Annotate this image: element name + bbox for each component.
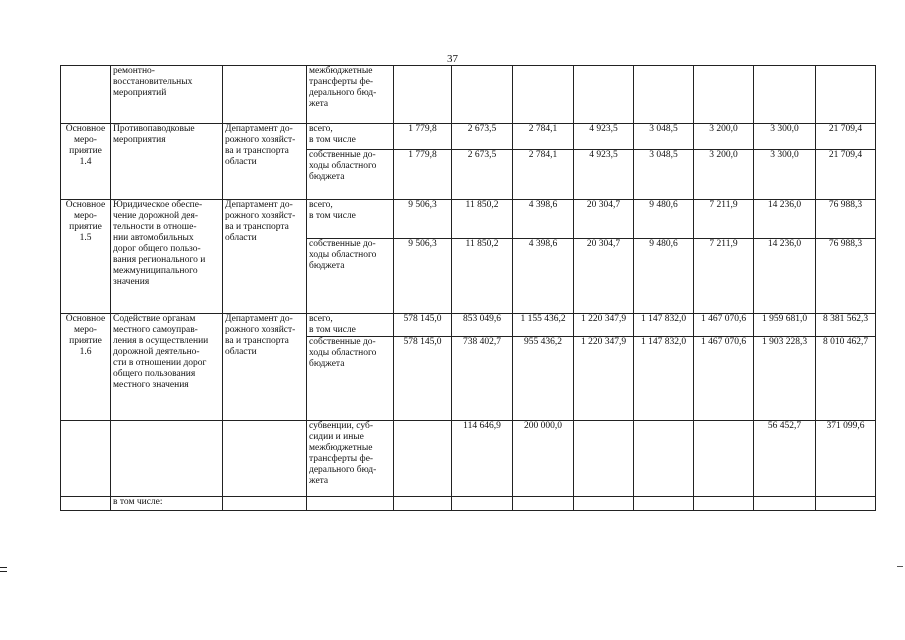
value-cell bbox=[574, 66, 634, 124]
value-cell bbox=[634, 421, 694, 497]
value-cell: 2 784,1 bbox=[513, 124, 574, 150]
value-cell: 20 304,7 bbox=[574, 200, 634, 239]
table-row bbox=[61, 200, 876, 239]
value-cell: 1 220 347,9 bbox=[574, 314, 634, 337]
scan-edge-mark bbox=[0, 567, 7, 572]
executor-cell: Департамент до- рожного хозяйст- ва и транспорта области bbox=[223, 124, 307, 200]
value-cell: 76 988,3 bbox=[816, 200, 876, 239]
event-title-cell bbox=[111, 421, 223, 497]
value-cell bbox=[694, 497, 754, 511]
budget-table bbox=[60, 65, 876, 511]
value-cell: 1 220 347,9 bbox=[574, 337, 634, 421]
page-number: 37 bbox=[447, 53, 458, 65]
value-cell bbox=[816, 497, 876, 511]
value-cell: 578 145,0 bbox=[394, 314, 452, 337]
value-cell: 3 200,0 bbox=[694, 124, 754, 150]
event-code-cell: Основное меро- приятие 1.5 bbox=[61, 200, 111, 314]
value-cell: 1 467 070,6 bbox=[694, 337, 754, 421]
funding-source-cell: всего, в том числе bbox=[307, 124, 394, 150]
value-cell: 11 850,2 bbox=[452, 200, 513, 239]
value-cell: 738 402,7 bbox=[452, 337, 513, 421]
executor-cell: Департамент до- рожного хозяйст- ва и транспорта области bbox=[223, 314, 307, 421]
value-cell bbox=[452, 497, 513, 511]
executor-cell bbox=[223, 66, 307, 124]
value-cell: 14 236,0 bbox=[754, 200, 816, 239]
table-row bbox=[61, 314, 876, 337]
event-code-cell bbox=[61, 497, 111, 511]
value-cell: 2 784,1 bbox=[513, 150, 574, 200]
value-cell bbox=[394, 66, 452, 124]
value-cell bbox=[694, 421, 754, 497]
value-cell: 4 923,5 bbox=[574, 124, 634, 150]
value-cell: 8 010 462,7 bbox=[816, 337, 876, 421]
funding-source-cell: всего, в том числе bbox=[307, 314, 394, 337]
value-cell bbox=[513, 497, 574, 511]
funding-source-cell bbox=[307, 497, 394, 511]
value-cell bbox=[574, 497, 634, 511]
value-cell: 21 709,4 bbox=[816, 124, 876, 150]
value-cell: 955 436,2 bbox=[513, 337, 574, 421]
value-cell: 8 381 562,3 bbox=[816, 314, 876, 337]
value-cell bbox=[513, 66, 574, 124]
value-cell: 1 779,8 bbox=[394, 124, 452, 150]
value-cell bbox=[634, 66, 694, 124]
value-cell: 9 480,6 bbox=[634, 239, 694, 314]
table-row bbox=[61, 124, 876, 150]
value-cell: 20 304,7 bbox=[574, 239, 634, 314]
value-cell: 1 155 436,2 bbox=[513, 314, 574, 337]
value-cell: 200 000,0 bbox=[513, 421, 574, 497]
value-cell: 7 211,9 bbox=[694, 200, 754, 239]
event-code-cell bbox=[61, 66, 111, 124]
value-cell: 56 452,7 bbox=[754, 421, 816, 497]
executor-cell bbox=[223, 421, 307, 497]
funding-source-cell: субвенции, суб- сидии и иные межбюджетные трансферты фе- дерального бюд- жета bbox=[307, 421, 394, 497]
value-cell: 4 398,6 bbox=[513, 200, 574, 239]
value-cell bbox=[754, 497, 816, 511]
value-cell: 1 959 681,0 bbox=[754, 314, 816, 337]
value-cell: 11 850,2 bbox=[452, 239, 513, 314]
event-code-cell bbox=[61, 421, 111, 497]
value-cell: 1 147 832,0 bbox=[634, 337, 694, 421]
value-cell bbox=[394, 421, 452, 497]
value-cell: 1 779,8 bbox=[394, 150, 452, 200]
value-cell: 9 480,6 bbox=[634, 200, 694, 239]
value-cell: 4 398,6 bbox=[513, 239, 574, 314]
value-cell bbox=[394, 497, 452, 511]
event-title-cell: ремонтно- восстановительных мероприятий bbox=[111, 66, 223, 124]
value-cell: 76 988,3 bbox=[816, 239, 876, 314]
event-title-cell: Противопаводковые мероприятия bbox=[111, 124, 223, 200]
value-cell bbox=[634, 497, 694, 511]
value-cell: 9 506,3 bbox=[394, 239, 452, 314]
event-title-cell: Содействие органам местного самоуправ- ления в осуществлении дорожной деятельно- сти в отношении дорог общего пользования местного значения bbox=[111, 314, 223, 421]
value-cell: 3 200,0 bbox=[694, 150, 754, 200]
value-cell: 1 147 832,0 bbox=[634, 314, 694, 337]
value-cell: 2 673,5 bbox=[452, 150, 513, 200]
value-cell: 14 236,0 bbox=[754, 239, 816, 314]
event-code-cell: Основное меро- приятие 1.4 bbox=[61, 124, 111, 200]
event-title-cell: в том числе: bbox=[111, 497, 223, 511]
value-cell: 1 903 228,3 bbox=[754, 337, 816, 421]
value-cell bbox=[694, 66, 754, 124]
funding-source-cell: всего, в том числе bbox=[307, 200, 394, 239]
value-cell: 9 506,3 bbox=[394, 200, 452, 239]
funding-source-cell: межбюджетные трансферты фе- дерального бюд- жета bbox=[307, 66, 394, 124]
table-row bbox=[61, 421, 876, 497]
value-cell bbox=[452, 66, 513, 124]
value-cell bbox=[816, 66, 876, 124]
value-cell: 1 467 070,6 bbox=[694, 314, 754, 337]
event-title-cell: Юридическое обеспе- чение дорожной дея- тельности в отноше- нии автомобильных дорог общего пользо- вания регионального и межмуниципального значения bbox=[111, 200, 223, 314]
table-row bbox=[61, 66, 876, 124]
executor-cell bbox=[223, 497, 307, 511]
event-code-cell: Основное меро- приятие 1.6 bbox=[61, 314, 111, 421]
value-cell: 114 646,9 bbox=[452, 421, 513, 497]
value-cell: 853 049,6 bbox=[452, 314, 513, 337]
value-cell: 21 709,4 bbox=[816, 150, 876, 200]
value-cell: 578 145,0 bbox=[394, 337, 452, 421]
value-cell bbox=[754, 66, 816, 124]
value-cell: 4 923,5 bbox=[574, 150, 634, 200]
value-cell: 3 300,0 bbox=[754, 124, 816, 150]
value-cell: 7 211,9 bbox=[694, 239, 754, 314]
funding-source-cell: собственные до- ходы областного бюджета bbox=[307, 239, 394, 314]
value-cell: 371 099,6 bbox=[816, 421, 876, 497]
value-cell: 3 048,5 bbox=[634, 150, 694, 200]
executor-cell: Департамент до- рожного хозяйст- ва и транспорта области bbox=[223, 200, 307, 314]
value-cell: 3 300,0 bbox=[754, 150, 816, 200]
funding-source-cell: собственные до- ходы областного бюджета bbox=[307, 150, 394, 200]
value-cell: 2 673,5 bbox=[452, 124, 513, 150]
funding-source-cell: собственные до- ходы областного бюджета bbox=[307, 337, 394, 421]
scan-edge-mark-right bbox=[897, 566, 903, 567]
table-row bbox=[61, 497, 876, 511]
value-cell bbox=[574, 421, 634, 497]
value-cell: 3 048,5 bbox=[634, 124, 694, 150]
